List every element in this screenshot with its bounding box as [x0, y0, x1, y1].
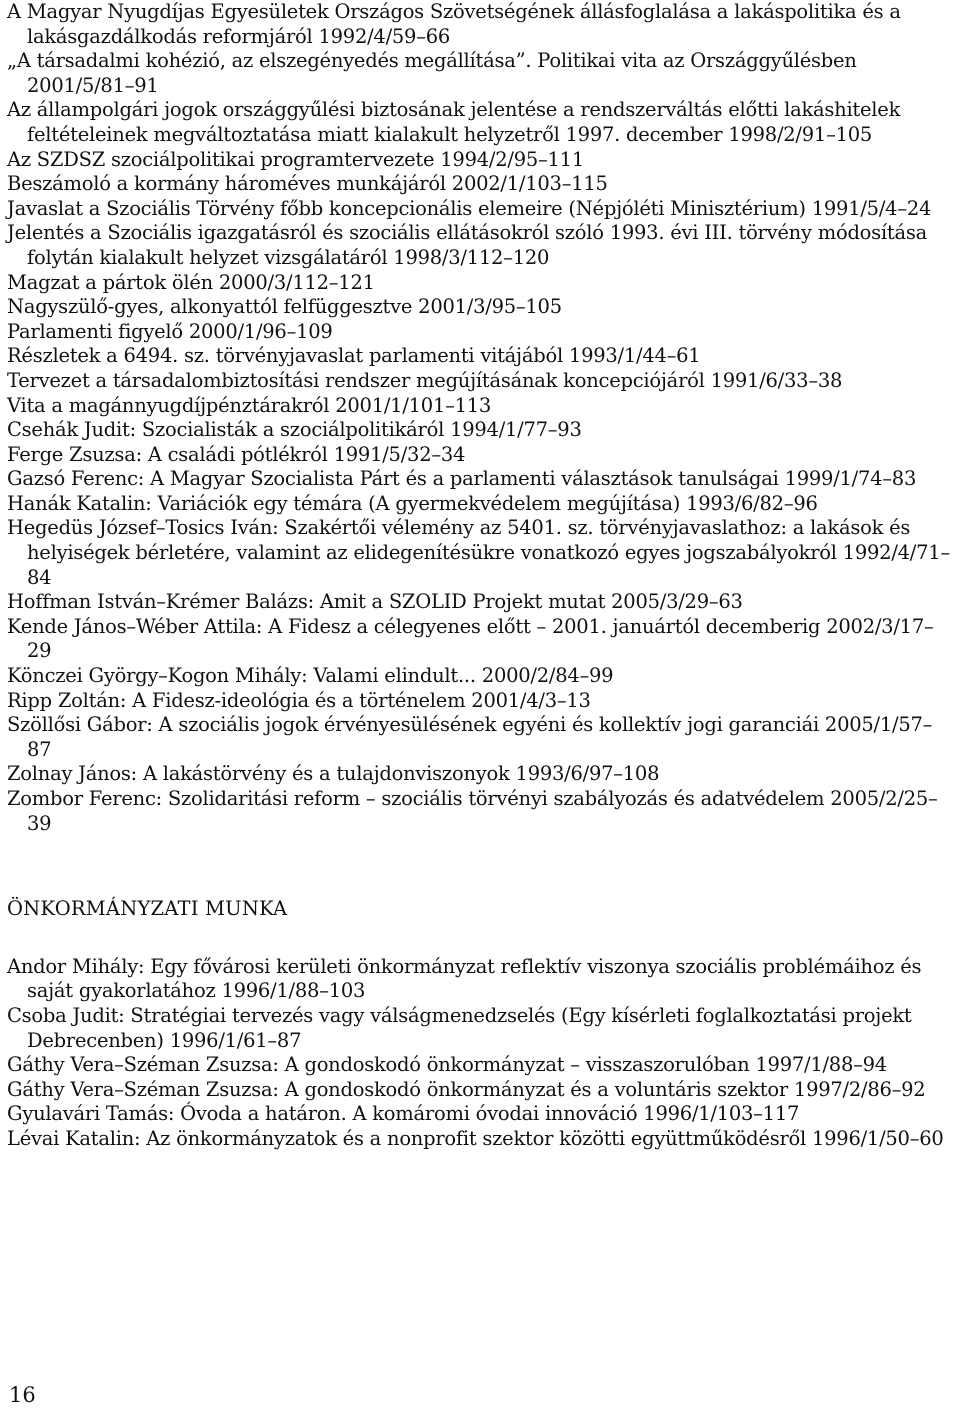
entry-title: Magzat a pártok ölén	[7, 270, 213, 294]
entry-citation: 1996/1/88–103	[221, 979, 366, 1003]
entry-title: Szöllősi Gábor: A szociális jogok érvényesülésének egyéni és kollektív jogi garanciái	[7, 713, 819, 737]
entry-title: Az SZDSZ szociálpolitikai programtervezete	[7, 147, 435, 171]
entry-title: Csehák Judit: Szocialisták a szociálpolitikáról	[7, 418, 445, 442]
bibliography-entry	[7, 713, 953, 762]
entry-title: Vita a magánnyugdíjpénztárakról	[7, 393, 330, 417]
entry-title: Ferge Zsuzsa: A családi pótlékról	[7, 442, 328, 466]
bibliography-entry	[7, 615, 953, 664]
entry-title: Hanák Katalin: Variációk egy témára (A gyermekvédelem megújítása)	[7, 491, 681, 515]
bibliography-entry	[7, 590, 953, 615]
entry-title: Gyulavári Tamás: Óvoda a határon. A komáromi óvodai innováció	[7, 1102, 638, 1126]
bibliography-entry	[7, 0, 953, 49]
entry-title: Csoba Judit: Stratégiai tervezés vagy válságmenedzselés (Egy kísérleti foglalkoztatási projekt Debrecenben)	[7, 1003, 912, 1052]
entry-citation: 2001/1/101–113	[335, 393, 492, 417]
bibliography-entry	[7, 98, 953, 147]
entry-citation: 2005/3/29–63	[611, 590, 743, 614]
bibliography-entry	[7, 443, 953, 468]
entry-citation: 2000/3/112–121	[218, 270, 375, 294]
page-number: 16	[9, 1383, 36, 1407]
bibliography-entry	[7, 1078, 953, 1103]
entry-citation: 2001/3/95–105	[418, 295, 562, 319]
entry-citation: 1993/1/44–61	[568, 344, 701, 368]
bibliography-entry	[7, 344, 953, 369]
entry-citation: 1996/1/61–87	[169, 1028, 302, 1052]
entry-title: Gáthy Vera–Széman Zsuzsa: A gondoskodó önkormányzat és a voluntáris szektor	[7, 1077, 788, 1101]
bibliography-entry	[7, 221, 953, 270]
entry-title: Jelentés a Szociális igazgatásról és szociális ellátásokról szóló 1993. évi III. törvény módosítása folytán kialakult helyzet vizsgálatáról	[7, 221, 928, 269]
entry-title: Ripp Zoltán: A Fidesz-ideológia és a történelem	[7, 688, 466, 712]
entry-citation: 2000/2/84–99	[481, 664, 614, 688]
entry-title: Javaslat a Szociális Törvény főbb koncepcionális elemeire (Népjóléti Minisztérium)	[7, 196, 806, 220]
bibliography-entry	[7, 516, 953, 590]
bibliography-entry	[7, 197, 953, 222]
document-page	[7, 0, 953, 1152]
bibliography-entry	[7, 762, 953, 787]
bibliography-entry	[7, 418, 953, 443]
bibliography-entry	[7, 955, 953, 1004]
bibliography-entry	[7, 1127, 953, 1152]
entry-citation: 2000/1/96–109	[188, 319, 333, 343]
bibliography-entry	[7, 689, 953, 714]
entry-citation: 1997/1/88–94	[755, 1053, 887, 1077]
bibliography-entry	[7, 148, 953, 173]
entry-citation: 2005/2/25–39	[27, 787, 938, 835]
entry-citation: 1997/2/86–92	[793, 1077, 926, 1101]
entry-title: Zolnay János: A lakástörvény és a tulajdonviszonyok	[7, 762, 510, 786]
entry-citation: 2005/1/57–87	[27, 713, 933, 761]
entry-title: Tervezet a társadalombiztosítási rendszer megújításának koncepciójáról	[7, 368, 705, 392]
entry-citation: 1996/1/50–60	[811, 1126, 944, 1150]
entry-citation: 1994/2/95–111	[440, 147, 584, 171]
entry-citation: 1998/2/91–105	[728, 122, 873, 146]
bibliography-entry	[7, 1102, 953, 1127]
entry-title: Zombor Ferenc: Szolidaritási reform – szociális törvényi szabályozás és adatvédelem	[7, 787, 825, 810]
section-heading: ÖNKORMÁNYZATI MUNKA	[7, 897, 288, 921]
entry-title: Kende János–Wéber Attila: A Fidesz a célegyenes előtt – 2001. januártól decemberig	[7, 614, 821, 638]
entry-title: Parlamenti figyelő	[7, 319, 183, 343]
entry-citation: 2002/3/17–29	[27, 614, 934, 663]
entry-citation: 1991/5/4–24	[811, 196, 932, 220]
entry-citation: 1991/5/32–34	[333, 442, 466, 466]
entry-citation: 1996/1/103–117	[643, 1102, 800, 1126]
entry-title: Beszámoló a kormány hároméves munkájáról	[7, 172, 446, 196]
bibliography-entry	[7, 172, 953, 197]
bibliography-entry	[7, 1053, 953, 1078]
entry-citation: 2001/5/81–91	[27, 73, 159, 97]
entry-title: Hoffman István–Krémer Balázs: Amit a SZOLID Projekt mutat	[7, 590, 606, 614]
entry-title: Hegedüs József–Tosics Iván: Szakértői vélemény az 5401. sz. törvényjavaslathoz: a lakások és helyiségek bérletére, valamint az elidegenítésükre vonatkozó egyes jogszabályokról	[7, 516, 911, 565]
entry-citation: 2001/4/3–13	[471, 688, 591, 712]
entry-citation: 1992/4/71–84	[27, 541, 950, 589]
entry-citation: 2002/1/103–115	[451, 172, 608, 196]
bibliography-entry	[7, 664, 953, 689]
entry-title: Könczei György–Kogon Mihály: Valami elindult...	[7, 664, 476, 688]
bibliography-entry	[7, 492, 953, 517]
entry-citation: 1993/6/82–96	[686, 491, 818, 515]
entry-title: Nagyszülő-gyes, alkonyattól felfüggesztve	[7, 295, 413, 319]
entry-title: Az állampolgári jogok országgyűlési biztosának jelentése a rendszerváltás előtti lakáshitelek feltételeinek megváltoztatása miatt kialakult helyzetről 1997. december	[7, 98, 901, 146]
entry-title: Gáthy Vera–Széman Zsuzsa: A gondoskodó önkormányzat – visszaszorulóban	[7, 1053, 750, 1077]
bibliography-list	[7, 0, 953, 836]
entry-citation: 1993/6/97–108	[515, 762, 660, 786]
entry-citation: 1994/1/77–93	[450, 418, 582, 442]
entry-title: A Magyar Nyugdíjas Egyesületek Országos Szövetségének állásfoglalása a lakáspolitika és a lakásgazdálkodás reformjáról	[7, 0, 901, 48]
entry-title: Részletek a 6494. sz. törvényjavaslat parlamenti vitájából	[7, 344, 563, 368]
entry-citation: 1998/3/112–120	[393, 245, 550, 269]
entry-title: Andor Mihály: Egy fővárosi kerületi önkormányzat reflektív viszonya szociális problémáihoz és saját gyakorlatához	[7, 954, 922, 1003]
bibliography-entry	[7, 369, 953, 394]
entry-citation: 1991/6/33–38	[710, 368, 843, 392]
bibliography-entry	[7, 394, 953, 419]
entry-title: Gazsó Ferenc: A Magyar Szocialista Párt és a parlamenti választások tanulságai	[7, 467, 779, 491]
section-bibliography-list	[7, 955, 953, 1152]
entry-citation: 1999/1/74–83	[784, 467, 917, 491]
bibliography-entry	[7, 320, 953, 345]
entry-citation: 1992/4/59–66	[318, 24, 451, 48]
entry-title: Lévai Katalin: Az önkormányzatok és a nonprofit szektor közötti együttműködésről	[7, 1126, 807, 1150]
bibliography-entry	[7, 467, 953, 492]
bibliography-entry	[7, 271, 953, 296]
bibliography-entry	[7, 787, 953, 836]
entry-title: „A társadalmi kohézió, az elszegényedés megállítása”. Politikai vita az Országgyűlésben	[7, 49, 857, 73]
bibliography-entry	[7, 295, 953, 320]
bibliography-entry	[7, 49, 953, 98]
bibliography-entry	[7, 1004, 953, 1053]
